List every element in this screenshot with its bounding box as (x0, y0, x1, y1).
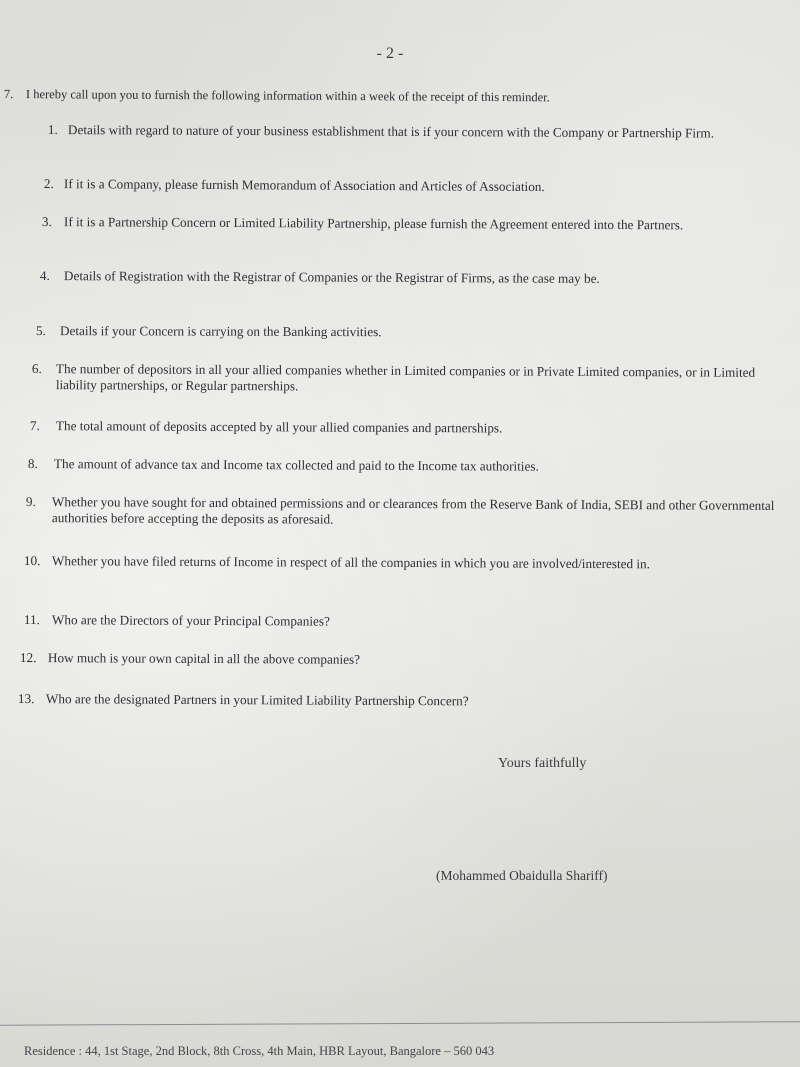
item-text: Who are the designated Partners in your Limited Liability Partnership Concern? (45, 691, 469, 709)
intro-text: I hereby call upon you to furnish the following information within a week of the receipt of this reminder. (25, 87, 550, 105)
list-item (36, 323, 760, 342)
item-text: Details of Registration with the Registrar of Companies or the Registrar of Firms, as the case may be. (63, 268, 600, 286)
list-item (24, 553, 788, 573)
item-text: If it is a Company, please furnish Memorandum of Association and Articles of Association. (63, 176, 545, 195)
intro-paragraph (4, 86, 764, 107)
item-text: If it is a Partnership Concern or Limited Liability Partnership, please furnish the Agreement entered into the Partners. (63, 214, 684, 233)
list-item (40, 268, 766, 288)
item-text: How much is your own capital in all the above companies? (47, 650, 361, 667)
item-number: 4. (39, 268, 50, 284)
item-number: 6. (31, 361, 42, 377)
item-text: Whether you have sought for and obtained permissions and or clearances from the Reserve Bank of India, SEBI and other Governmental authorities before accepting the deposits as aforesaid. (51, 494, 775, 527)
intro-number: 7. (3, 86, 14, 102)
list-item (48, 122, 758, 142)
list-item (42, 214, 764, 234)
list-item (30, 418, 776, 438)
item-number: 5. (35, 323, 46, 339)
footer-address: Residence : 44, 1st Stage, 2nd Block, 8th Cross, 4th Main, HBR Layout, Bangalore – 560 043 (24, 1044, 495, 1058)
closing-salutation: Yours faithfully (498, 756, 587, 771)
list-item (26, 494, 784, 530)
item-number: 2. (43, 176, 54, 192)
item-text: Whether you have filed returns of Income in respect of all the companies in which you are involved/interested in. (51, 553, 650, 572)
item-number: 11. (23, 612, 40, 628)
item-number: 8. (27, 456, 38, 472)
list-item (44, 176, 754, 196)
footer-divider (0, 1021, 800, 1025)
item-text: The total amount of deposits accepted by all your allied companies and partnerships. (55, 418, 503, 436)
page-number: - 2 - (376, 45, 404, 62)
item-text: Who are the Directors of your Principal Companies? (51, 612, 330, 629)
list-item (20, 650, 748, 670)
item-text: The amount of advance tax and Income tax collected and paid to the Income tax authorities. (53, 456, 539, 474)
list-item (18, 691, 746, 711)
list-item (28, 456, 776, 476)
item-number: 10. (23, 553, 41, 569)
item-number: 3. (41, 214, 52, 230)
item-number: 7. (29, 418, 40, 434)
item-text: Details if your Concern is carrying on the Banking activities. (59, 323, 382, 340)
item-text: Details with regard to nature of your business establishment that is if your concern with the Company or Partnership Firm. (67, 122, 715, 141)
item-number: 13. (17, 691, 35, 707)
list-item (24, 612, 752, 632)
signatory-name: (Mohammed Obaidulla Shariff) (436, 868, 608, 883)
item-number: 1. (47, 122, 58, 138)
list-item (32, 361, 778, 397)
item-text: The number of depositors in all your allied companies whether in Limited companies or in Private Limited companies, or in Limited liability partnerships, or Regular partnerships. (55, 361, 756, 394)
item-number: 9. (25, 494, 36, 510)
item-number: 12. (19, 650, 37, 666)
